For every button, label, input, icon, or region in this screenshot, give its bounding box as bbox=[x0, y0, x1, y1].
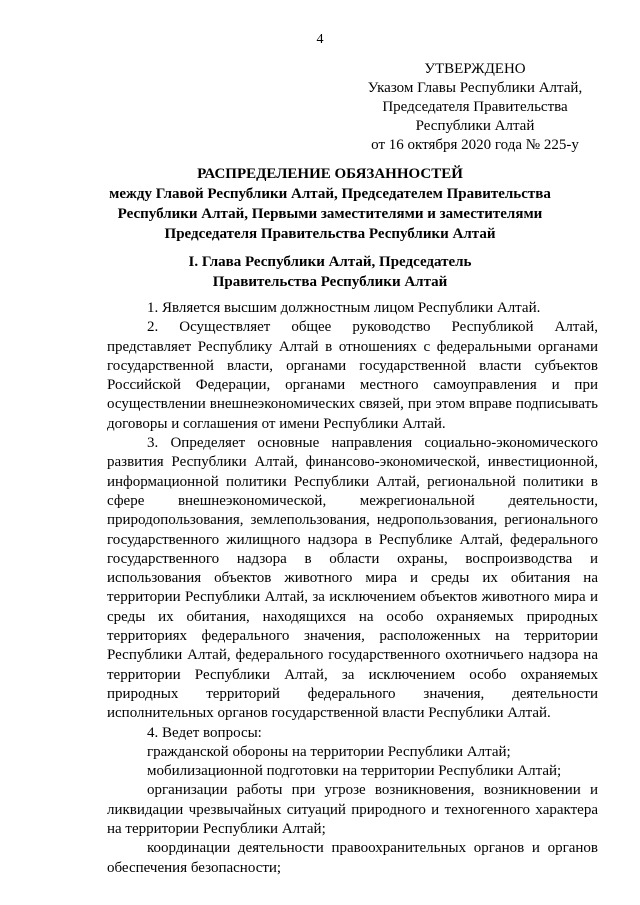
paragraph-item-2: 2. Осуществляет общее руководство Республикой Алтай, представляет Республику Алтай в отношениях с федеральными органами государственной власти, органами государственной власти субъектов Российской Федерации, органами местного самоуправления и при осуществлении внешнеэкономических связей, при этом вправе подписывать договоры и соглашения от имени Республики Алтай. bbox=[107, 319, 598, 432]
title-line: Республики Алтай, Первыми заместителями и заместителями bbox=[117, 206, 543, 222]
section-heading-line: I. Глава Республики Алтай, Председатель bbox=[188, 254, 472, 270]
document-title bbox=[70, 164, 590, 244]
approval-line: от 16 октября 2020 года № 225-у bbox=[371, 137, 579, 153]
paragraph-item-1: 1. Является высшим должностным лицом Республики Алтай. bbox=[147, 300, 541, 316]
paragraph-subitem: координации деятельности правоохранительных органов и органов обеспечения безопасности; bbox=[107, 840, 598, 876]
approval-line: УТВЕРЖДЕНО bbox=[424, 61, 526, 77]
title-line: РАСПРЕДЕЛЕНИЕ ОБЯЗАННОСТЕЙ bbox=[197, 166, 463, 182]
paragraph-subitem: мобилизационной подготовки на территории Республики Алтай; bbox=[147, 763, 562, 780]
approval-line: Председателя Правительства bbox=[382, 99, 568, 115]
paragraph-subitem: гражданской обороны на территории Республики Алтай; bbox=[147, 743, 511, 760]
approval-line: Указом Главы Республики Алтай, bbox=[367, 80, 583, 96]
approval-line: Республики Алтай bbox=[415, 118, 535, 134]
paragraph-item-3: 3. Определяет основные направления социально-экономического развития Республики Алтай, финансово-экономической, инвестиционной, информационной политики Республики Алтай, региональной политики в сфере внешнеэкономической, межрегиональной деятельности, природопользования, землепользования, недропользования, регионального государственного жилищного надзора в Республике Алтай, федерального государственного надзора в области охраны, воспроизводства и использования объектов животного мира и среды их обитания на территории Республики Алтай, за исключением объектов животного мира и среды их обитания, находящихся на особо охраняемых природных территориях федерального значения, расположенных на территории Республики Алтай, федерального государственного охотничьего надзора на территории Республики Алтай, за исключением особо охраняемых природных территорий федерального значения, деятельности исполнительных органов государственной власти Республики Алтай. bbox=[107, 435, 598, 722]
title-line: Председателя Правительства Республики Алтай bbox=[164, 226, 496, 242]
section-body bbox=[107, 299, 598, 878]
section-heading bbox=[70, 252, 590, 292]
title-line: между Главой Республики Алтай, Председателем Правительства bbox=[109, 186, 551, 202]
approval-stamp bbox=[350, 60, 600, 155]
page-number: 4 bbox=[316, 32, 324, 47]
paragraph-subitem: организации работы при угрозе возникновения, возникновении и ликвидации чрезвычайных ситуаций природного и техногенного характера на территории Республики Алтай; bbox=[107, 782, 598, 838]
paragraph-item-4: 4. Ведет вопросы: bbox=[147, 724, 262, 741]
section-heading-line: Правительства Республики Алтай bbox=[212, 274, 448, 290]
